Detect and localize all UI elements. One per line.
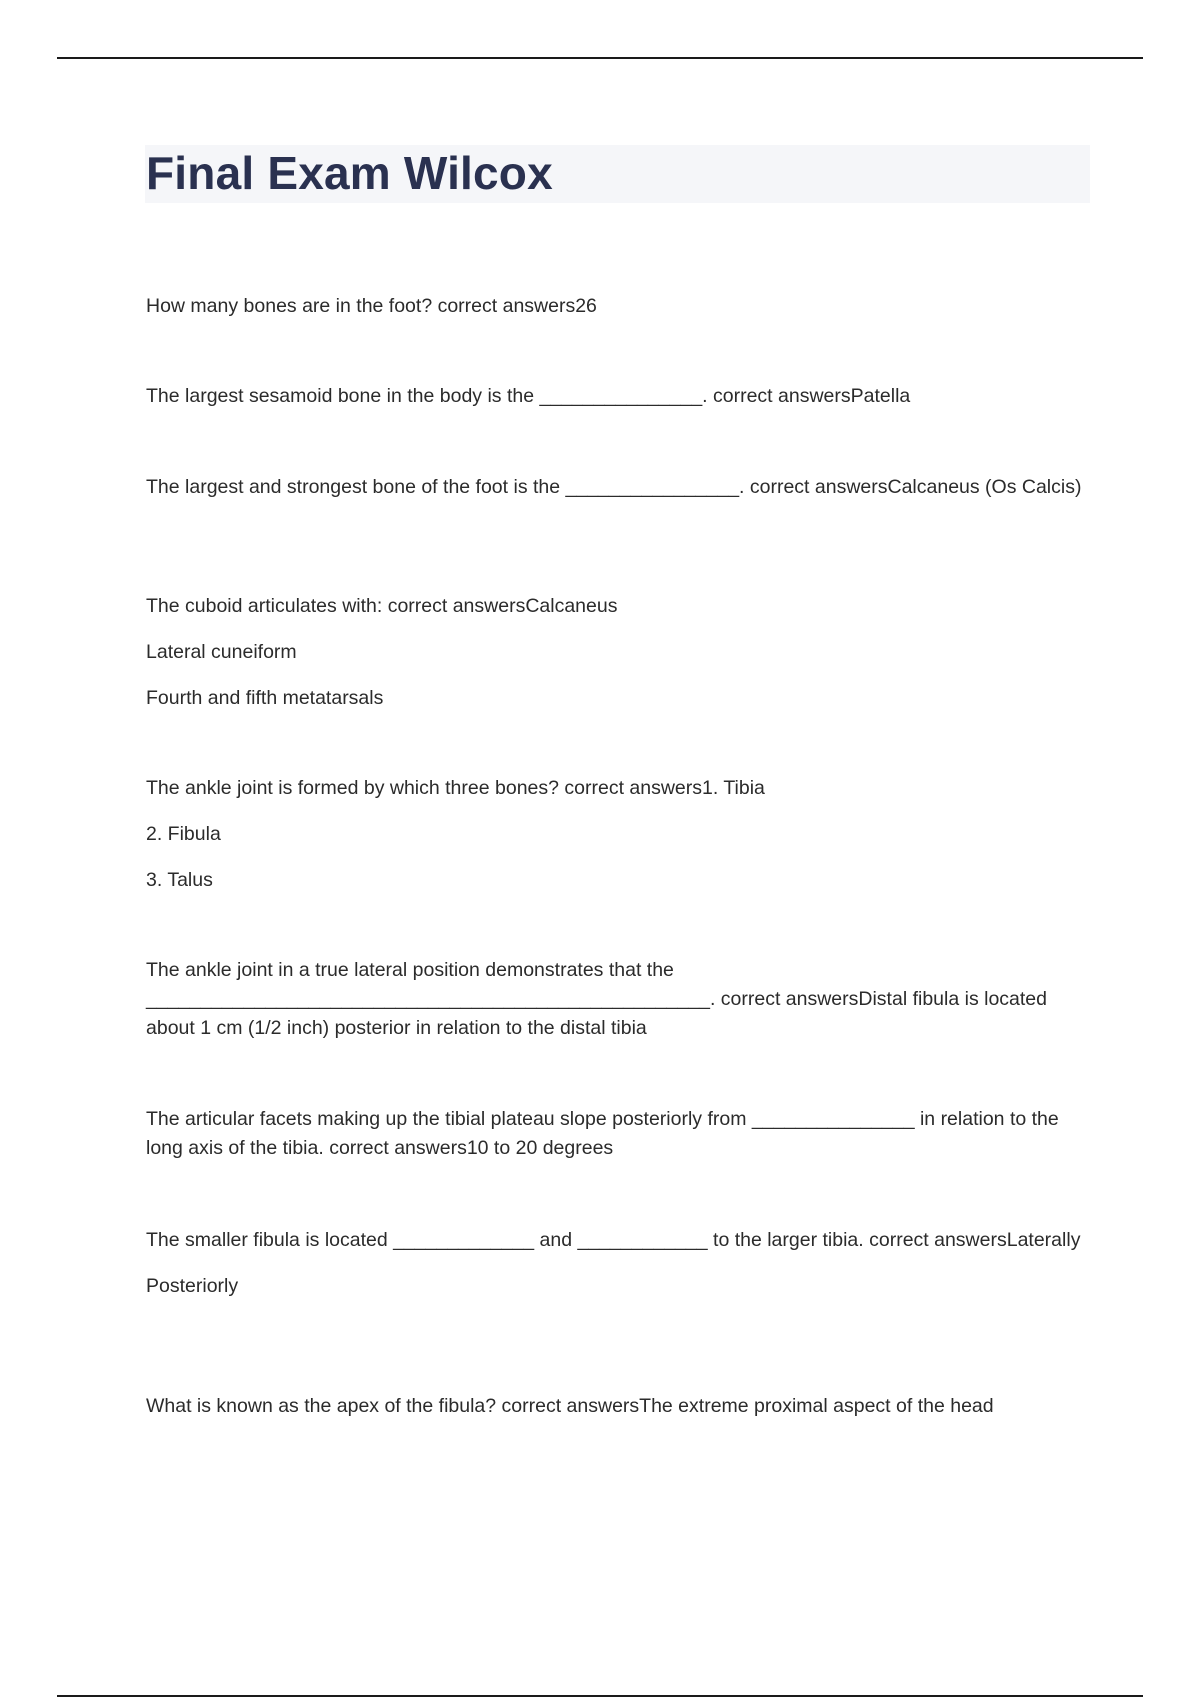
qa-text: The largest sesamoid bone in the body is the _______________. correct answersPatella bbox=[146, 385, 911, 407]
qa-answer-line: Lateral cuneiform bbox=[146, 641, 297, 663]
qa-text: The ankle joint is formed by which three bones? correct answers1. Tibia bbox=[146, 777, 765, 799]
qa-answer-line: Fourth and fifth metatarsals bbox=[146, 687, 384, 709]
qa-text: The smaller fibula is located _____________ and ____________ to the larger tibia. correct answersLaterally bbox=[146, 1229, 1081, 1251]
qa-answer-line: Posteriorly bbox=[146, 1275, 239, 1297]
qa-text: The cuboid articulates with: correct answersCalcaneus bbox=[146, 595, 618, 617]
qa-item-ankle-bones bbox=[146, 774, 1086, 895]
qa-text: How many bones are in the foot? correct answers26 bbox=[146, 295, 597, 317]
qa-item-tibial-plateau bbox=[146, 1105, 1086, 1163]
top-divider bbox=[57, 57, 1143, 59]
qa-item-foot-bones bbox=[146, 292, 1086, 321]
qa-item-strongest-bone bbox=[146, 473, 1086, 502]
qa-text: The articular facets making up the tibial plateau slope posteriorly from _______________ in relation to the long axis of the tibia. correct answers10 to 20 degrees bbox=[146, 1108, 1059, 1159]
qa-answer-line: 2. Fibula bbox=[146, 823, 221, 845]
qa-text: The largest and strongest bone of the foot is the ________________. correct answersCalcaneus (Os Calcis) bbox=[146, 476, 1082, 498]
qa-text: The ankle joint in a true lateral position demonstrates that the ____________________________________________________. correct answersDistal fibula is located about 1 cm (1/2 inch) posterior in relation to the distal tibia bbox=[146, 959, 1047, 1039]
bottom-divider bbox=[57, 1695, 1143, 1697]
qa-item-sesamoid bbox=[146, 382, 1086, 411]
qa-answer-line: 3. Talus bbox=[146, 869, 213, 891]
qa-item-fibula-location bbox=[146, 1226, 1086, 1301]
qa-text: What is known as the apex of the fibula? correct answersThe extreme proximal aspect of the head bbox=[146, 1395, 994, 1417]
qa-item-fibula-apex bbox=[146, 1392, 1086, 1421]
document-title: Final Exam Wilcox bbox=[146, 147, 553, 199]
qa-item-cuboid bbox=[146, 592, 1086, 713]
qa-item-ankle-lateral bbox=[146, 956, 1086, 1043]
